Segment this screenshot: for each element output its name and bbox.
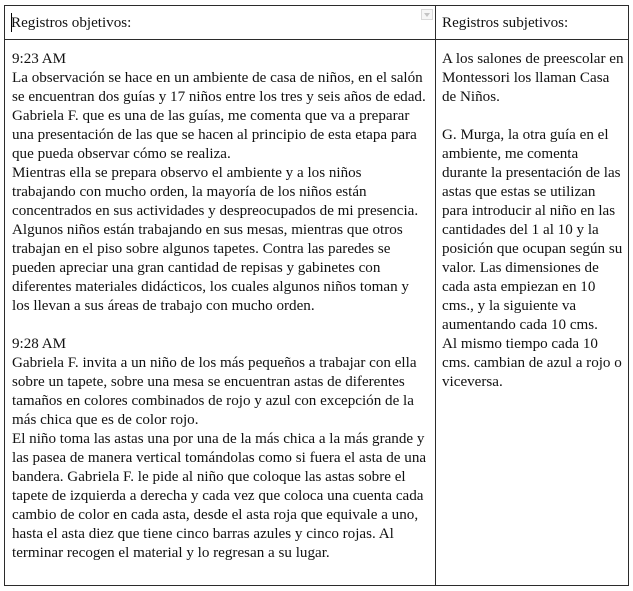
objective-header-cell[interactable]: [5, 6, 436, 40]
entry2-paragraph-1: Gabriela F. invita a un niño de los más pequeños a trabajar con ella sobre un tapete, sobre una mesa se encuentran astas de diferentes tamaños en colores combinados de rojo y azul con excepción de la más chica que es de color rojo.: [12, 355, 417, 428]
subjective-records-cell[interactable]: [436, 40, 629, 586]
objective-header-label: Registros objetivos:: [11, 15, 132, 31]
table-body-row: [5, 40, 629, 586]
subjective-note-3: Al mismo tiempo cada 10 cms. cambian de azul a rojo o viceversa.: [442, 336, 622, 390]
observation-table: [4, 5, 629, 586]
entry1-time: 9:23 AM: [12, 51, 67, 67]
objective-records-cell[interactable]: [5, 40, 436, 586]
entry2-paragraph-2: El niño toma las astas una por una de la más chica a la más grande y las pasea de manera vertical tomándolas como si fuera el asta de una bandera. Gabriela F. le pide al niño que coloque las astas sobre el tapete de izquierda a derecha y cada vez que coloca una cuenta cada cambio de color en cada asta, desde el asta roja que equivale a uno, hasta el asta diez que tiene cinco barras azules y cinco rojas. Al terminar recogen el material y lo regresan a su lugar.: [12, 431, 427, 561]
subjective-header-label: Registros subjetivos:: [442, 15, 569, 31]
entry2-time: 9:28 AM: [12, 336, 67, 352]
paragraph-spacer: [12, 316, 429, 335]
entry1-paragraph-1: La observación se hace en un ambiente de casa de niños, en el salón se encuentran dos guías y 17 niños entre los tres y seis años de edad. Gabriela F. que es una de las guías, me comenta que va a preparar una presentación de las que se hacen al principio de esta etapa para que pueda observar cómo se realiza.: [12, 70, 426, 162]
table-header-row: [5, 6, 629, 40]
subjective-header-cell[interactable]: [436, 6, 629, 40]
chevron-down-icon[interactable]: [421, 9, 433, 20]
subjective-note-1: A los salones de preescolar en Montessori los llaman Casa de Niños.: [442, 51, 624, 105]
paragraph-spacer: [442, 107, 624, 126]
entry1-paragraph-2: Mientras ella se prepara observo el ambiente y a los niños trabajando con mucho orden, la mayoría de los niños están concentrados en sus actividades y despreocupados de mi presencia. Algunos niños están trabajando en sus mesas, mientras que otros trabajan en el piso sobre algunos tapetes. Contra las paredes se pueden apreciar una gran cantidad de repisas y gabinetes con diferentes materiales didácticos, los cuales algunos niños toman y los llevan a sus áreas de trabajo con mucho orden.: [12, 165, 419, 314]
subjective-note-2: G. Murga, la otra guía en el ambiente, me comenta durante la presentación de las astas que estas se utilizan para introducir al niño en las cantidades del 1 al 10 y la posición que ocupan según su valor. Las dimensiones de cada asta empiezan en 10 cms., y la siguiente va aumentando cada 10 cms.: [442, 127, 623, 333]
